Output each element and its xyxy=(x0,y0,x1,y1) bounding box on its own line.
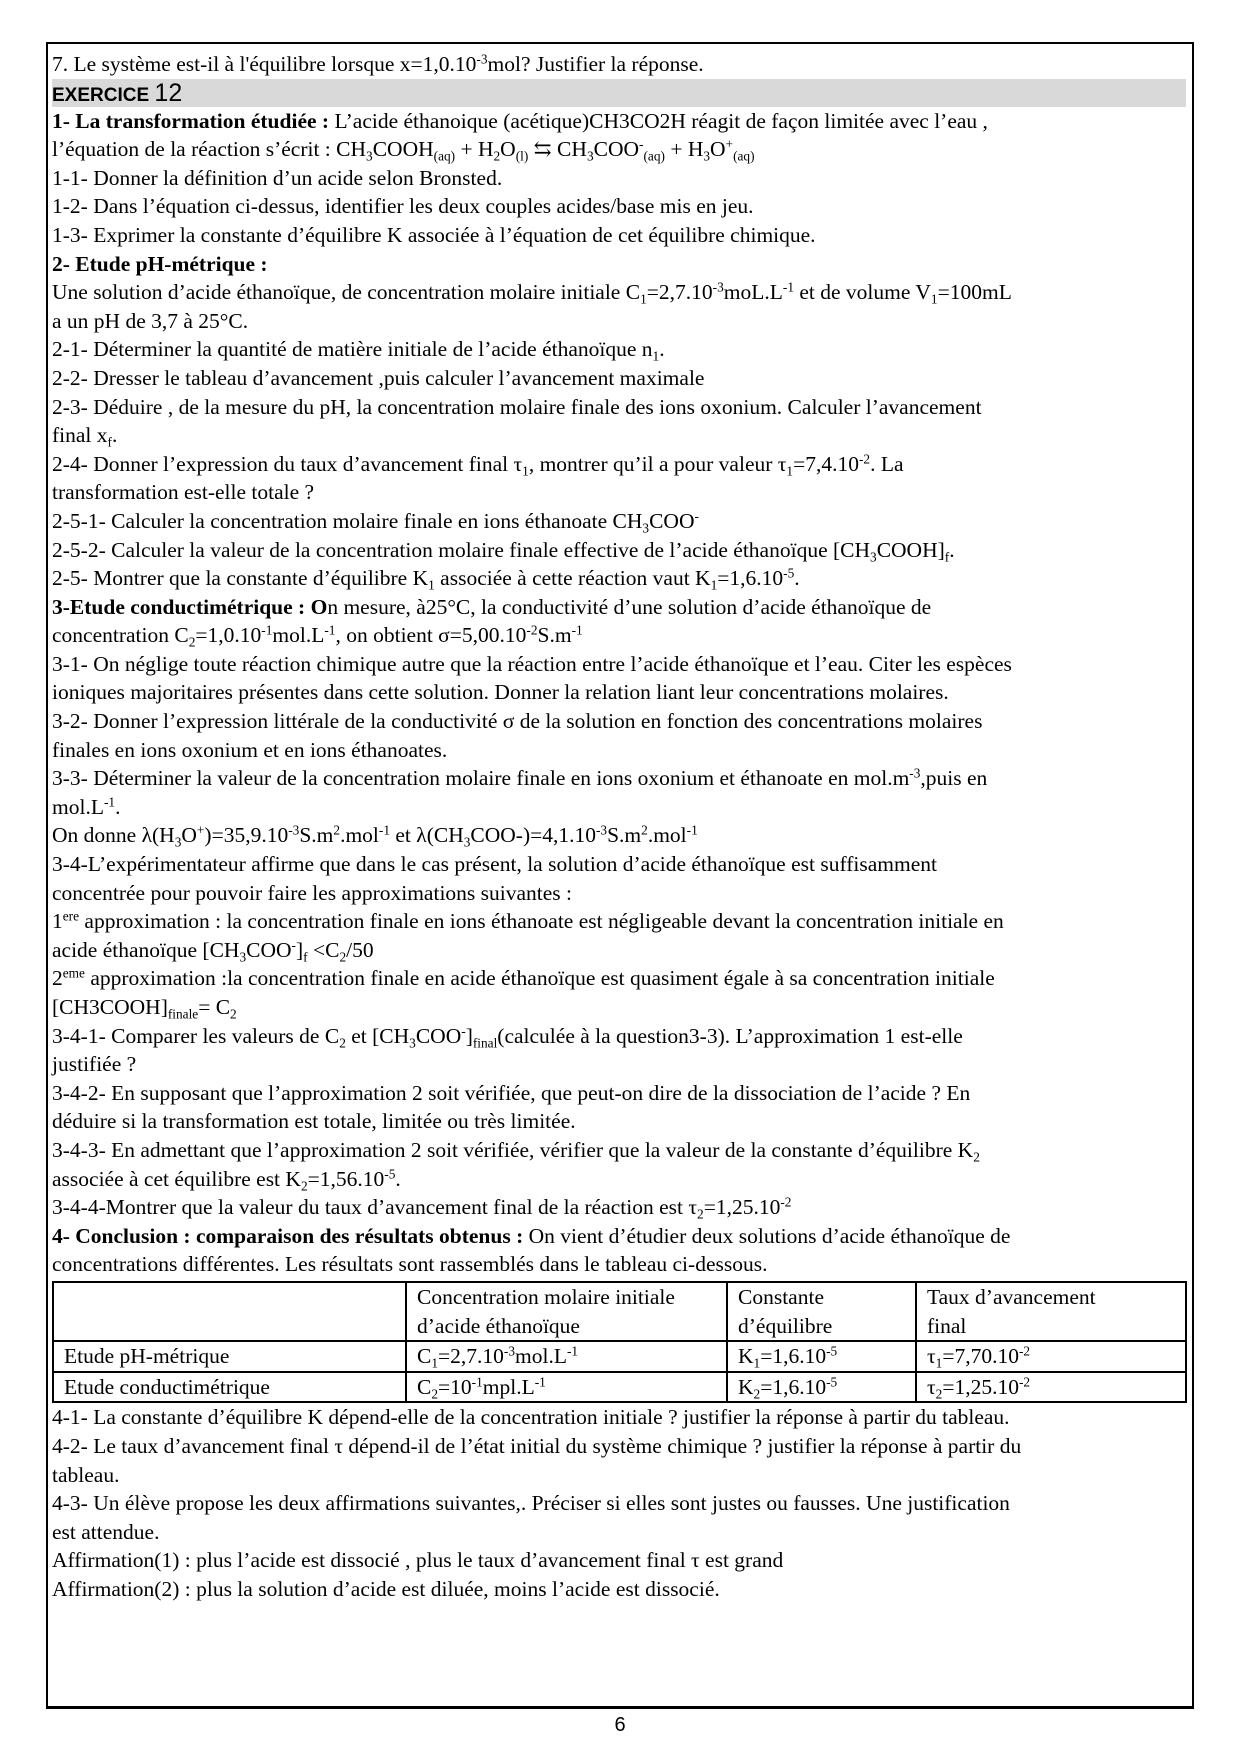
question-2-3: 2-3- Déduire , de la mesure du pH, la concentration molaire finale des ions oxonium. Calculer l’avancement xyxy=(52,394,982,419)
approximation-2-cont: $[CH3COOH]_{finale}= C_2$ xyxy=(52,995,237,1022)
question-1-3: 1-3- Exprimer la constante d’équilibre K associée à l’équation de cet équilibre chimique. xyxy=(52,222,816,247)
table-row xyxy=(53,1341,1186,1372)
table-cell-constant: $K_1=1,6.10^{-5}$ xyxy=(727,1341,916,1372)
question-3-3-cont: $mol.L^{-1}$. xyxy=(52,794,121,819)
table-cell-constant: $K_2=1,6.10^{-5}$ xyxy=(727,1372,916,1403)
question-2-2: 2-2- Dresser le tableau d’avancement ,puis calculer l’avancement maximale xyxy=(52,365,705,390)
question-2-4-cont: transformation est-elle totale ? xyxy=(52,480,315,505)
table-row-label: Etude conductimétrique xyxy=(53,1372,406,1403)
section-4-intro-2: concentrations différentes. Les résultats sont rassemblés dans le tableau ci-dessous. xyxy=(52,1252,768,1277)
table-header-concentration: Concentration molaire initiale d’acide éthanoïque xyxy=(406,1282,727,1341)
question-4-3-cont: est attendue. xyxy=(52,1519,160,1544)
question-2-5-2: 2-5-2- Calculer la valeur de la concentration molaire finale effective de l’acide éthanoïque $[CH_3COOH]_f$. xyxy=(52,537,955,565)
exercise-content xyxy=(52,50,1190,1603)
table-header-row xyxy=(53,1282,1186,1341)
question-3-4: 3-4-L’expérimentateur affirme que dans le cas présent, la solution d’acide éthanoïque est suffisamment xyxy=(52,852,937,877)
question-4-1: 4-1- La constante d’équilibre K dépend-elle de la concentration initiale ? justifier la réponse à partir du tableau. xyxy=(52,1405,1010,1430)
approximation-1-cont: acide éthanoïque $[CH_3COO^-]_f <C_2/50$ xyxy=(52,937,374,965)
results-table xyxy=(52,1281,1187,1403)
approximation-2: 2eme approximation :la concentration finale en acide éthanoïque est quasiment égale à sa concentration initiale xyxy=(52,966,995,991)
question-3-4-cont: concentrée pour pouvoir faire les approximations suivantes : xyxy=(52,880,573,905)
question-2-5: 2-5- Montrer que la constante d’équilibre $K_1$ associée à cette réaction vaut $K_1=1,6.10^{-5}$. xyxy=(52,565,800,593)
question-3-4-3: 3-4-3- En admettant que l’approximation 2 soit vérifiée, vérifier que la valeur de la constante d’équilibre $K_2$ xyxy=(52,1137,980,1165)
table-header-constant: Constante d’équilibre xyxy=(727,1282,916,1341)
question-1-1: 1-1- Donner la définition d’un acide selon Bronsted. xyxy=(52,165,503,190)
question-3-2: 3-2- Donner l’expression littérale de la conductivité σ de la solution en fonction des concentrations molaires xyxy=(52,709,983,734)
question-3-4-4: 3-4-4-Montrer que la valeur du taux d’avancement final de la réaction est $\tau_2=1,25.10^{-2}$ xyxy=(52,1194,792,1222)
section-1-intro: 1- La transformation étudiée : L’acide éthanoique (acétique)CH3CO2H réagit de façon limitée avec l’eau , xyxy=(52,108,988,133)
question-2-5-1: 2-5-1- Calculer la concentration molaire finale en ions éthanoate $CH_3COO^-$ xyxy=(52,508,699,536)
question-2-1: 2-1- Déterminer la quantité de matière initiale de l’acide éthanoïque $n_1$. xyxy=(52,337,665,364)
section-2-intro-2: a un pH de 3,7 à 25°C. xyxy=(52,308,249,333)
exercise-title: EXERCICE 12 xyxy=(52,79,1186,107)
table-row xyxy=(53,1372,1186,1403)
question-3-2-cont: finales en ions oxonium et en ions éthanoates. xyxy=(52,737,448,762)
conductivity-data: On donne $\lambda(H_3O^+)=35,9.10^{-3}S.m^2.mol^{-1}$ et $\lambda(CH_3COO-)=4,1.10^{-3}S.m^2.mol^{-1}$ xyxy=(52,823,698,851)
question-3-1-cont: ioniques majoritaires présentes dans cette solution. Donner la relation liant leur concentrations molaires. xyxy=(52,680,949,705)
question-3-3: 3-3- Déterminer la valeur de la concentration molaire finale en ions oxonium et éthanoate en $mol.m^{-3},puis$ en xyxy=(52,765,988,791)
table-cell-empty xyxy=(53,1282,406,1341)
affirmation-1: Affirmation(1) : plus l’acide est dissocié , plus le taux d’avancement final τ est grand xyxy=(52,1548,784,1573)
section-2-intro: Une solution d’acide éthanoïque, de concentration molaire initiale $C_1=2,7.10^{-3}moL.L^{-1}$ et de volume $V_1=100mL$ xyxy=(52,279,1012,307)
question-3-1: 3-1- On néglige toute réaction chimique autre que la réaction entre l’acide éthanoïque et l’eau. Citer les espèces xyxy=(52,651,1012,676)
page-number: 6 xyxy=(614,1714,626,1736)
table-cell-tau: $\tau_2=1,25.10^{-2}$ xyxy=(916,1372,1186,1403)
section-4-intro: 4- Conclusion : comparaison des résultats obtenus : On vient d’étudier deux solutions d’acide éthanoïque de xyxy=(52,1223,1011,1248)
question-4-3: 4-3- Un élève propose les deux affirmations suivantes,. Préciser si elles sont justes ou fausses. Une justification xyxy=(52,1491,1010,1516)
table-cell-tau: $\tau_1=7,70.10^{-2}$ xyxy=(916,1341,1186,1372)
question-2-4: 2-4- Donner l’expression du taux d’avancement final $\tau_1$, montrer qu’il a pour valeur $\tau_1=7,4.10^{-2}$. La xyxy=(52,451,904,479)
question-4-2-cont: tableau. xyxy=(52,1462,120,1487)
affirmation-2: Affirmation(2) : plus la solution d’acide est diluée, moins l’acide est dissocié. xyxy=(52,1576,720,1601)
reaction-equation: l’équation de la réaction s’écrit : $CH_3COOH_{(aq)} + H_2O_{(l)}$ ⇆ $CH_3COO^-_{(aq)} + H_3O^+_{(aq)}$ xyxy=(52,136,755,164)
section-3-intro: 3-Etude conductimétrique : On mesure, à25°C, la conductivité d’une solution d’acide éthanoïque de xyxy=(52,594,932,619)
table-cell-concentration: $C_1=2,7.10^{-3}mol.L^{-1}$ xyxy=(406,1341,727,1372)
question-4-2: 4-2- Le taux d’avancement final τ dépend-il de l’état initial du système chimique ? justifier la réponse à partir du xyxy=(52,1433,1022,1458)
section-3-concentration: concentration $C_2=1,0.10^{-1}mol.L^{-1}$, on obtient $\sigma=5,00.10^{-2}S.m^{-1}$ xyxy=(52,622,583,650)
question-3-4-1: 3-4-1- Comparer les valeurs de $C_2$ et $[CH_3COO^-]_{final}(calculée$ à la question3-3). L’approximation 1 est-elle xyxy=(52,1023,963,1051)
question-3-4-2: 3-4-2- En supposant que l’approximation 2 soit vérifiée, que peut-on dire de la dissociation de l’acide ? En xyxy=(52,1080,971,1105)
section-2-heading: 2- Etude pH-métrique : xyxy=(52,251,268,276)
question-1-2: 1-2- Dans l’équation ci-dessus, identifier les deux couples acides/base mis en jeu. xyxy=(52,194,754,219)
table-header-tau: Taux d’avancement final xyxy=(916,1282,1186,1341)
question-3-4-2-cont: déduire si la transformation est totale, limitée ou très limitée. xyxy=(52,1109,576,1134)
table-cell-concentration: $C_2=10^{-1}mpl.L^{-1}$ xyxy=(406,1372,727,1403)
question-7: 7. Le système est-il à l'équilibre lorsque $x=1,0.10^{-3}mol$? Justifier la réponse. xyxy=(52,51,704,76)
approximation-1: 1ere approximation : la concentration finale en ions éthanoate est négligeable devant la concentration initiale en xyxy=(52,908,1004,934)
question-3-4-1-cont: justifiée ? xyxy=(52,1052,137,1077)
table-row-label: Etude pH-métrique xyxy=(53,1341,406,1372)
question-2-3-cont: final $x_f$. xyxy=(52,423,118,450)
question-3-4-3-cont: associée à cet équilibre est $K_2=1,56.10^{-5}$. xyxy=(52,1166,401,1194)
